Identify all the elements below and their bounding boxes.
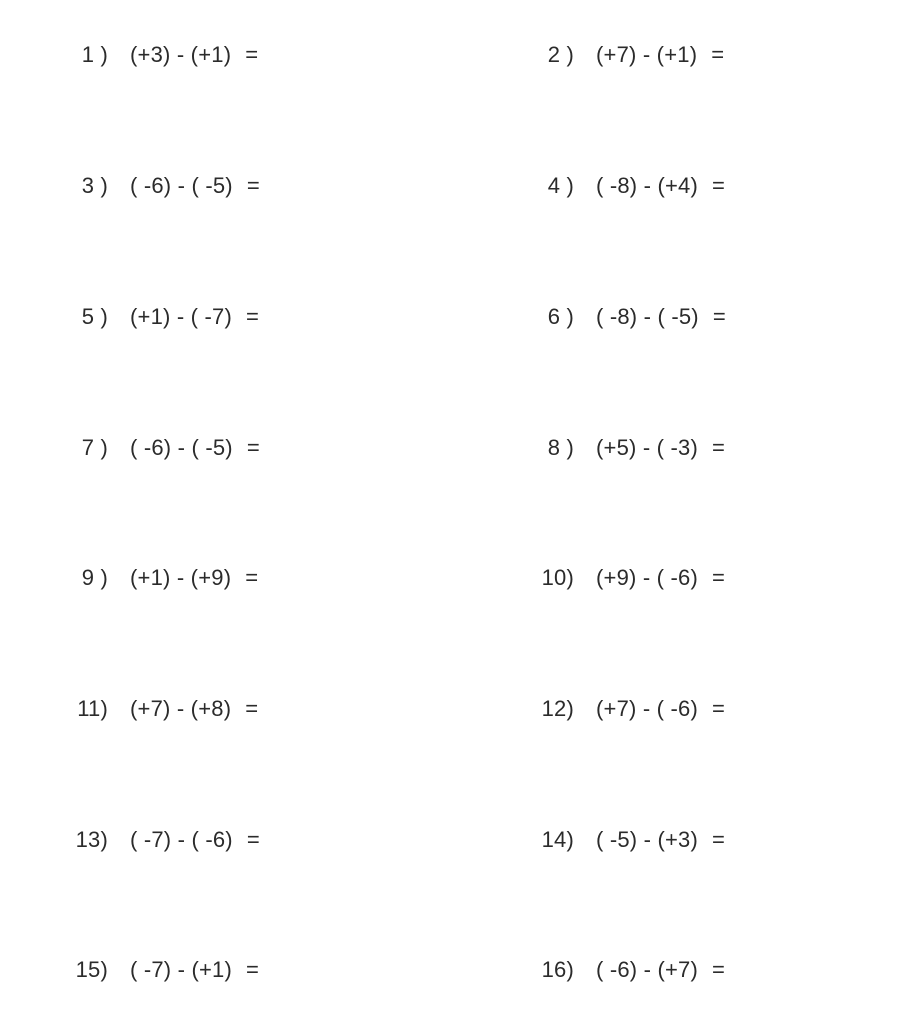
equals-sign: = [246,304,260,329]
equals-sign: = [245,565,259,590]
problem-number: 16) [541,957,574,982]
problem-number: 9 ) [81,565,108,590]
problem-expression: (+5) - ( -3) [596,435,699,460]
problem-expression: (+3) - (+1) [130,42,232,67]
problem-number: 12) [541,696,574,721]
problem-15 [52,953,259,987]
problem-number: 8 ) [547,435,574,460]
equals-sign: = [246,173,260,198]
problem-number: 14) [541,827,574,852]
problem-number: 10) [541,565,574,590]
problem-expression: ( -8) - ( -5) [596,304,699,329]
problem-4 [518,169,725,203]
problem-7 [52,431,260,465]
equals-sign: = [712,435,726,460]
equals-sign: = [246,435,260,460]
equals-sign: = [712,696,726,721]
problem-number: 11) [77,696,108,721]
problem-expression: ( -8) - (+4) [596,173,699,198]
problem-10 [518,561,725,595]
problem-2 [518,38,724,72]
problem-expression: ( -6) - ( -5) [130,435,233,460]
problem-expression: ( -6) - ( -5) [130,173,233,198]
problem-expression: (+1) - ( -7) [130,304,233,329]
problem-expression: (+1) - (+9) [130,565,232,590]
equals-sign: = [246,957,260,982]
problem-number: 6 ) [547,304,574,329]
problem-expression: ( -5) - (+3) [596,827,699,852]
equals-sign: = [712,173,726,198]
problem-number: 15) [75,957,108,982]
equals-sign: = [712,827,726,852]
equals-sign: = [712,565,726,590]
problem-16 [518,953,725,987]
problem-14 [518,823,725,857]
problem-6 [518,300,726,334]
problem-13 [52,823,260,857]
problem-number: 2 ) [547,42,574,67]
equals-sign: = [246,827,260,852]
problem-expression: ( -7) - (+1) [130,957,233,982]
problem-number: 3 ) [81,173,108,198]
problem-expression: ( -6) - (+7) [596,957,699,982]
problem-number: 1 ) [81,42,108,67]
equals-sign: = [712,957,726,982]
problem-9 [52,561,258,595]
problem-expression: (+7) - (+8) [130,696,232,721]
problem-number: 5 ) [81,304,108,329]
equals-sign: = [712,304,726,329]
problem-5 [52,300,259,334]
problem-number: 4 ) [547,173,574,198]
problem-12 [518,692,725,726]
equals-sign: = [711,42,725,67]
problem-expression: (+9) - ( -6) [596,565,699,590]
problem-1 [52,38,258,72]
problem-11 [52,692,258,726]
equals-sign: = [245,696,259,721]
problem-number: 13) [75,827,108,852]
problem-3 [52,169,260,203]
problem-expression: ( -7) - ( -6) [130,827,233,852]
problem-number: 7 ) [81,435,108,460]
equals-sign: = [245,42,259,67]
problem-expression: (+7) - ( -6) [596,696,699,721]
problem-expression: (+7) - (+1) [596,42,698,67]
problem-8 [518,431,725,465]
